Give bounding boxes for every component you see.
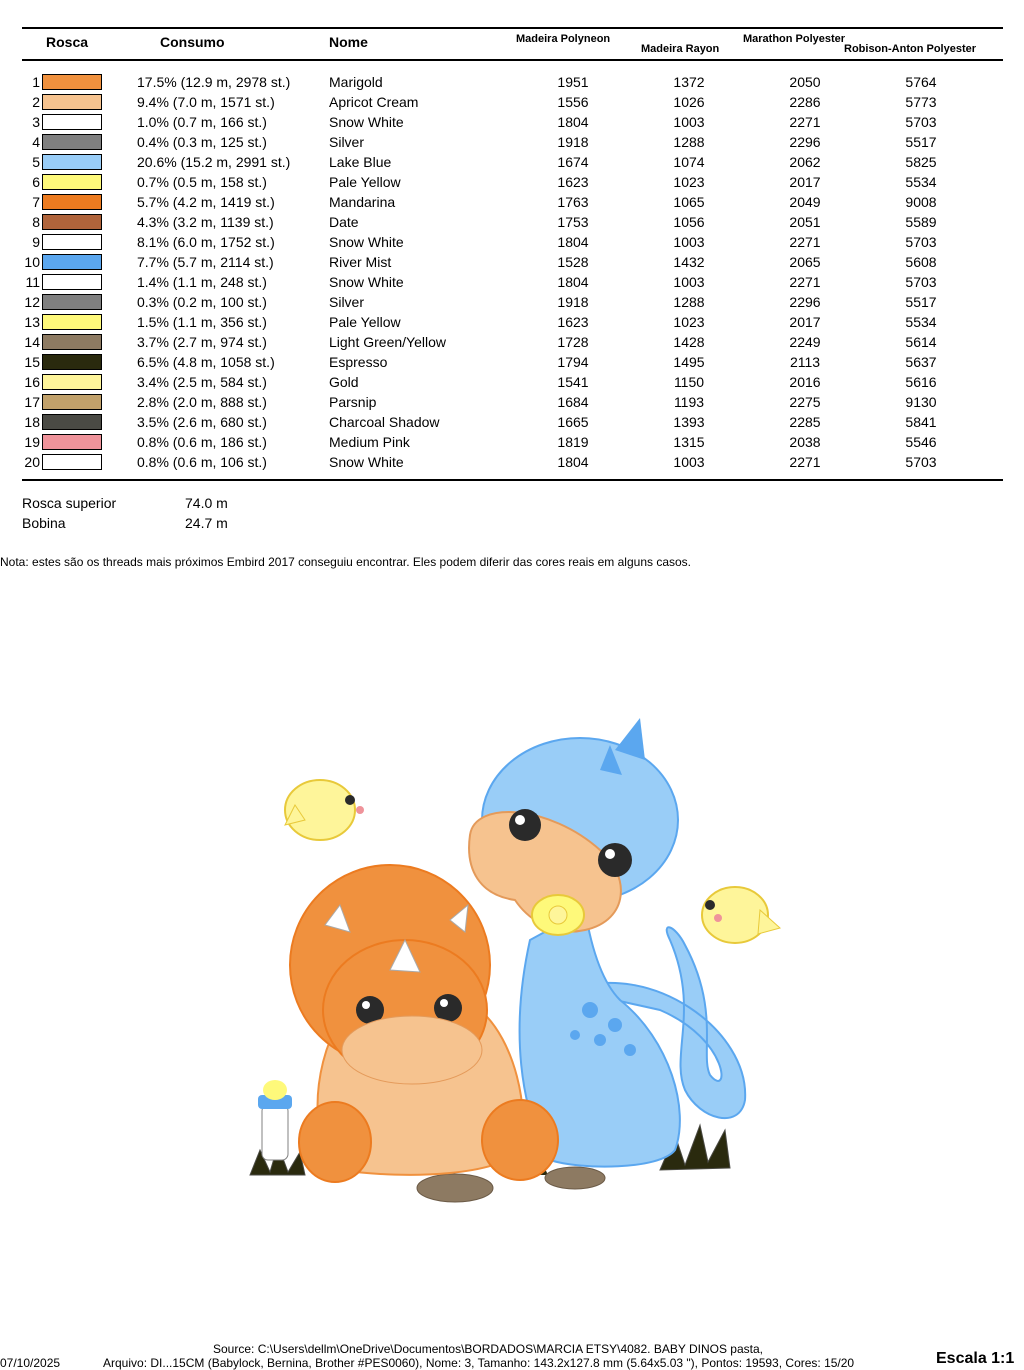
rosca-superior-value: 74.0 m	[185, 495, 228, 511]
row-marathon-polyester: 2113	[789, 354, 821, 370]
row-marathon-polyester: 2065	[789, 254, 821, 270]
table-row	[0, 272, 1024, 292]
row-nome: Parsnip	[329, 394, 377, 410]
row-nome: Espresso	[329, 354, 388, 370]
color-swatch	[42, 414, 102, 430]
row-consumo: 3.5% (2.6 m, 680 st.)	[137, 414, 267, 430]
row-marathon-polyester: 2271	[789, 274, 821, 290]
row-madeira-polyneon: 1623	[557, 314, 589, 330]
row-madeira-rayon: 1150	[673, 374, 705, 390]
row-number: 17	[24, 394, 40, 410]
row-nome: Pale Yellow	[329, 314, 401, 330]
row-marathon-polyester: 2017	[789, 314, 821, 330]
row-robison-anton-polyester: 5546	[905, 434, 937, 450]
color-swatch	[42, 394, 102, 410]
row-nome: Snow White	[329, 274, 404, 290]
row-robison-anton-polyester: 5534	[905, 174, 937, 190]
row-nome: Lake Blue	[329, 154, 392, 170]
row-madeira-rayon: 1065	[673, 194, 705, 210]
color-swatch	[42, 374, 102, 390]
color-swatch	[42, 354, 102, 370]
row-marathon-polyester: 2296	[789, 294, 821, 310]
row-marathon-polyester: 2062	[789, 154, 821, 170]
row-marathon-polyester: 2285	[789, 414, 821, 430]
blue-dino-eye-left	[509, 809, 541, 841]
file-info: Arquivo: DI...15CM (Babylock, Bernina, Brother #PES0060), Nome: 3, Tamanho: 143.2x127.8 mm (5.64x5.03 "), Pontos: 19593, Cores: 15/20	[103, 1356, 855, 1370]
row-robison-anton-polyester: 5534	[905, 314, 937, 330]
row-madeira-rayon: 1288	[673, 294, 705, 310]
table-row	[0, 312, 1024, 332]
color-swatch	[42, 294, 102, 310]
row-madeira-rayon: 1023	[673, 174, 705, 190]
color-swatch	[42, 434, 102, 450]
color-swatch	[42, 234, 102, 250]
row-marathon-polyester: 2275	[789, 394, 821, 410]
orange-dino-foot-left	[299, 1102, 371, 1182]
row-consumo: 1.4% (1.1 m, 248 st.)	[137, 274, 267, 290]
table-row	[0, 332, 1024, 352]
row-marathon-polyester: 2016	[789, 374, 821, 390]
rock-icon	[417, 1174, 493, 1202]
row-madeira-polyneon: 1665	[557, 414, 589, 430]
table-row	[0, 112, 1024, 132]
blue-dino-eye-right	[598, 843, 632, 877]
color-swatch	[42, 114, 102, 130]
row-nome: River Mist	[329, 254, 392, 270]
row-nome: Light Green/Yellow	[329, 334, 447, 350]
row-madeira-polyneon: 1804	[557, 114, 589, 130]
row-nome: Silver	[329, 134, 365, 150]
orange-dino-muzzle	[342, 1016, 482, 1084]
row-nome: Marigold	[329, 74, 383, 90]
row-madeira-polyneon: 1804	[557, 234, 589, 250]
color-swatch	[42, 254, 102, 270]
row-number: 18	[24, 414, 40, 430]
row-nome: Pale Yellow	[329, 174, 401, 190]
row-consumo: 7.7% (5.7 m, 2114 st.)	[137, 254, 274, 270]
table-row	[0, 172, 1024, 192]
row-robison-anton-polyester: 5773	[905, 94, 937, 110]
color-swatch	[42, 314, 102, 330]
row-consumo: 20.6% (15.2 m, 2991 st.)	[137, 154, 291, 170]
row-nome: Snow White	[329, 114, 404, 130]
row-madeira-rayon: 1003	[673, 454, 705, 470]
row-madeira-polyneon: 1951	[557, 74, 589, 90]
color-swatch	[42, 334, 102, 350]
row-madeira-rayon: 1003	[673, 274, 705, 290]
row-nome: Date	[329, 214, 359, 230]
row-consumo: 0.3% (0.2 m, 100 st.)	[137, 294, 267, 310]
row-robison-anton-polyester: 5841	[905, 414, 937, 430]
row-robison-anton-polyester: 5703	[905, 454, 937, 470]
row-consumo: 4.3% (3.2 m, 1139 st.)	[137, 214, 274, 230]
row-robison-anton-polyester: 5825	[905, 154, 937, 170]
row-nome: Mandarina	[329, 194, 396, 210]
row-nome: Silver	[329, 294, 365, 310]
row-madeira-rayon: 1428	[673, 334, 705, 350]
row-marathon-polyester: 2271	[789, 234, 821, 250]
row-robison-anton-polyester: 5608	[905, 254, 937, 270]
row-nome: Charcoal Shadow	[329, 414, 440, 430]
color-swatch	[42, 74, 102, 90]
row-marathon-polyester: 2050	[789, 74, 821, 90]
row-madeira-polyneon: 1794	[557, 354, 589, 370]
row-number: 2	[32, 94, 40, 110]
row-number: 8	[32, 214, 40, 230]
baby-bottle-icon	[258, 1080, 292, 1160]
row-consumo: 5.7% (4.2 m, 1419 st.)	[137, 194, 275, 210]
color-swatch	[42, 94, 102, 110]
row-madeira-rayon: 1193	[673, 394, 705, 410]
header-madeira-rayon: Madeira Rayon	[641, 43, 720, 55]
table-row	[0, 252, 1024, 272]
row-consumo: 6.5% (4.8 m, 1058 st.)	[137, 354, 275, 370]
orange-dino-eye-right	[434, 994, 462, 1022]
row-madeira-polyneon: 1819	[557, 434, 589, 450]
row-robison-anton-polyester: 5703	[905, 234, 937, 250]
rock-small-icon	[545, 1167, 605, 1189]
scale-label: Escala 1:1	[936, 1350, 1015, 1367]
row-number: 19	[24, 434, 40, 450]
rosca-superior-label: Rosca superior	[22, 495, 117, 511]
row-marathon-polyester: 2286	[789, 94, 821, 110]
row-number: 12	[24, 294, 40, 310]
row-number: 11	[25, 274, 40, 290]
row-consumo: 1.5% (1.1 m, 356 st.)	[137, 314, 267, 330]
color-swatch	[42, 134, 102, 150]
source-path: Source: C:\Users\dellm\OneDrive\Documentos\BORDADOS\MARCIA ETSY\4082. BABY DINOS pasta,	[213, 1342, 763, 1356]
row-consumo: 0.8% (0.6 m, 186 st.)	[137, 434, 267, 450]
row-marathon-polyester: 2017	[789, 174, 821, 190]
header-bottom-rule	[22, 59, 1003, 61]
row-marathon-polyester: 2249	[789, 334, 821, 350]
bird-right-icon	[702, 887, 780, 943]
table-row	[0, 192, 1024, 212]
row-robison-anton-polyester: 5517	[905, 134, 937, 150]
row-madeira-rayon: 1023	[673, 314, 705, 330]
table-row	[0, 132, 1024, 152]
table-row	[0, 92, 1024, 112]
row-madeira-polyneon: 1728	[557, 334, 589, 350]
thread-note: Nota: estes são os threads mais próximos Embird 2017 conseguiu encontrar. Eles podem diferir das cores reais em alguns casos.	[0, 555, 692, 569]
header-marathon-polyester: Marathon Polyester	[743, 33, 846, 45]
row-nome: Snow White	[329, 234, 404, 250]
row-robison-anton-polyester: 5589	[905, 214, 937, 230]
row-consumo: 9.4% (7.0 m, 1571 st.)	[137, 94, 275, 110]
row-marathon-polyester: 2051	[789, 214, 821, 230]
row-nome: Gold	[329, 374, 359, 390]
row-number: 7	[32, 194, 40, 210]
row-number: 3	[32, 114, 40, 130]
row-consumo: 2.8% (2.0 m, 888 st.)	[137, 394, 267, 410]
row-marathon-polyester: 2296	[789, 134, 821, 150]
table-row	[0, 72, 1024, 92]
color-swatch	[42, 174, 102, 190]
row-robison-anton-polyester: 5614	[905, 334, 937, 350]
row-number: 1	[32, 74, 40, 90]
table-bottom-rule	[22, 479, 1003, 481]
row-consumo: 17.5% (12.9 m, 2978 st.)	[137, 74, 291, 90]
row-madeira-rayon: 1288	[673, 134, 705, 150]
row-madeira-rayon: 1393	[673, 414, 705, 430]
row-robison-anton-polyester: 5764	[905, 74, 937, 90]
row-robison-anton-polyester: 5616	[905, 374, 937, 390]
row-robison-anton-polyester: 9008	[905, 194, 937, 210]
bobina-label: Bobina	[22, 515, 66, 531]
row-madeira-polyneon: 1918	[557, 134, 589, 150]
header-nome: Nome	[329, 34, 368, 50]
table-row	[0, 212, 1024, 232]
row-madeira-polyneon: 1804	[557, 274, 589, 290]
row-number: 20	[24, 454, 40, 470]
row-marathon-polyester: 2271	[789, 114, 821, 130]
row-number: 5	[32, 154, 40, 170]
table-row	[0, 352, 1024, 372]
table-row	[0, 432, 1024, 452]
row-number: 14	[24, 334, 40, 350]
row-number: 4	[32, 134, 40, 150]
row-madeira-rayon: 1074	[673, 154, 705, 170]
row-madeira-polyneon: 1556	[557, 94, 589, 110]
row-madeira-rayon: 1003	[673, 234, 705, 250]
row-nome: Apricot Cream	[329, 94, 419, 110]
row-madeira-rayon: 1026	[673, 94, 705, 110]
header-robison-anton-polyester: Robison-Anton Polyester	[844, 43, 977, 55]
row-consumo: 0.8% (0.6 m, 106 st.)	[137, 454, 267, 470]
row-nome: Medium Pink	[329, 434, 410, 450]
row-madeira-polyneon: 1684	[557, 394, 589, 410]
row-madeira-polyneon: 1528	[557, 254, 589, 270]
row-madeira-polyneon: 1674	[557, 154, 589, 170]
row-robison-anton-polyester: 5703	[905, 274, 937, 290]
table-top-rule	[22, 27, 1003, 29]
row-number: 10	[24, 254, 40, 270]
row-consumo: 0.7% (0.5 m, 158 st.)	[137, 174, 267, 190]
row-number: 13	[24, 314, 40, 330]
print-date: 07/10/2025	[0, 1356, 61, 1370]
row-robison-anton-polyester: 5517	[905, 294, 937, 310]
color-swatch	[42, 274, 102, 290]
row-madeira-rayon: 1372	[673, 74, 705, 90]
embroidery-preview	[230, 710, 800, 1210]
table-row	[0, 412, 1024, 432]
table-row	[0, 292, 1024, 312]
header-madeira-polyneon: Madeira Polyneon	[516, 33, 611, 45]
row-madeira-rayon: 1315	[673, 434, 705, 450]
row-robison-anton-polyester: 5703	[905, 114, 937, 130]
color-swatch	[42, 154, 102, 170]
row-marathon-polyester: 2049	[789, 194, 821, 210]
row-consumo: 3.4% (2.5 m, 584 st.)	[137, 374, 267, 390]
row-nome: Snow White	[329, 454, 404, 470]
row-robison-anton-polyester: 5637	[905, 354, 937, 370]
header-rosca: Rosca	[46, 34, 89, 50]
bird-left-icon	[285, 780, 364, 840]
orange-dino-foot-right	[482, 1100, 558, 1180]
row-number: 15	[24, 354, 40, 370]
row-madeira-polyneon: 1541	[557, 374, 589, 390]
row-marathon-polyester: 2038	[789, 434, 821, 450]
table-row	[0, 452, 1024, 472]
row-madeira-rayon: 1495	[673, 354, 705, 370]
row-madeira-polyneon: 1763	[557, 194, 589, 210]
row-madeira-polyneon: 1753	[557, 214, 589, 230]
row-consumo: 3.7% (2.7 m, 974 st.)	[137, 334, 267, 350]
row-madeira-polyneon: 1623	[557, 174, 589, 190]
row-madeira-polyneon: 1804	[557, 454, 589, 470]
bobina-value: 24.7 m	[185, 515, 228, 531]
row-madeira-rayon: 1056	[673, 214, 705, 230]
row-marathon-polyester: 2271	[789, 454, 821, 470]
row-consumo: 0.4% (0.3 m, 125 st.)	[137, 134, 267, 150]
row-number: 16	[24, 374, 40, 390]
color-swatch	[42, 214, 102, 230]
color-swatch	[42, 194, 102, 210]
row-consumo: 1.0% (0.7 m, 166 st.)	[137, 114, 267, 130]
row-number: 6	[32, 174, 40, 190]
table-row	[0, 232, 1024, 252]
header-consumo: Consumo	[160, 34, 225, 50]
row-number: 9	[32, 234, 40, 250]
row-robison-anton-polyester: 9130	[905, 394, 937, 410]
color-swatch	[42, 454, 102, 470]
row-consumo: 8.1% (6.0 m, 1752 st.)	[137, 234, 275, 250]
row-madeira-rayon: 1003	[673, 114, 705, 130]
row-madeira-polyneon: 1918	[557, 294, 589, 310]
row-madeira-rayon: 1432	[673, 254, 705, 270]
table-row	[0, 152, 1024, 172]
table-row	[0, 372, 1024, 392]
table-row	[0, 392, 1024, 412]
